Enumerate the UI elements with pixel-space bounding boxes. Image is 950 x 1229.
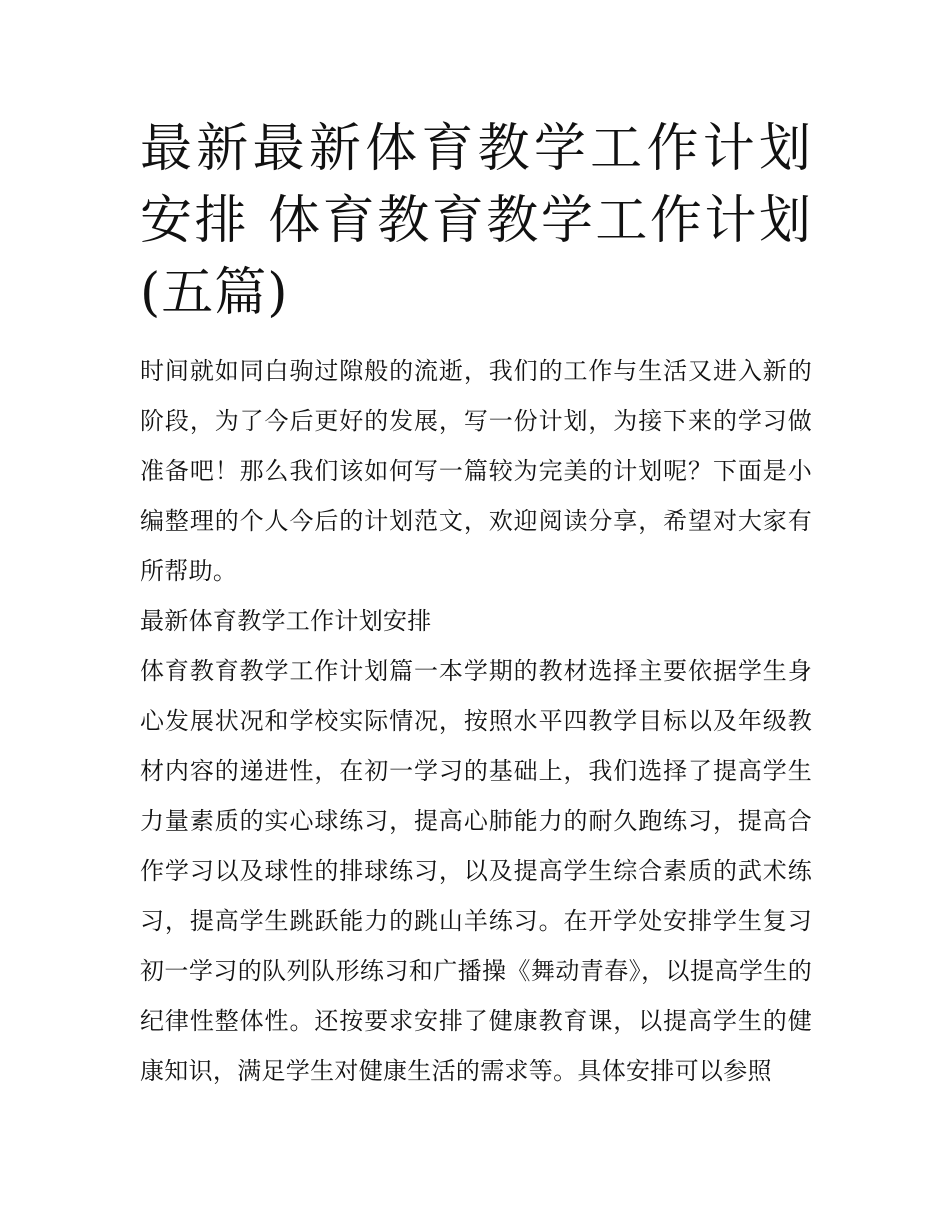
document-title: 最新最新体育教学工作计划安排 体育教育教学工作计划(五篇) — [140, 119, 812, 323]
intro-paragraph: 时间就如同白驹过隙般的流逝，我们的工作与生活又进入新的阶段，为了今后更好的发展，写一份计划，为接下来的学习做准备吧！那么我们该如何写一篇较为完美的计划呢？下面是小编整理的个人今后的计划范文，欢迎阅读分享，希望对大家有所帮助。 — [140, 357, 812, 585]
body-paragraph: 体育教育教学工作计划篇一本学期的教材选择主要依据学生身心发展状况和学校实际情况，按照水平四教学目标以及年级教材内容的递进性，在初一学习的基础上，我们选择了提高学生力量素质的实心球练习，提高心肺能力的耐久跑练习，提高合作学习以及球性的排球练习，以及提高学生综合素质的武术练习，提高学生跳跃能力的跳山羊练习。在开学处安排学生复习初一学习的队列队形练习和广播操《舞动青春》，以提高学生的纪律性整体性。还按要求安排了健康教育课，以提高学生的健康知识，满足学生对健康生活的需求等。具体安排可以参照 — [140, 657, 812, 1085]
section-heading: 最新体育教学工作计划安排 — [140, 607, 432, 635]
document-content — [140, 113, 812, 1096]
